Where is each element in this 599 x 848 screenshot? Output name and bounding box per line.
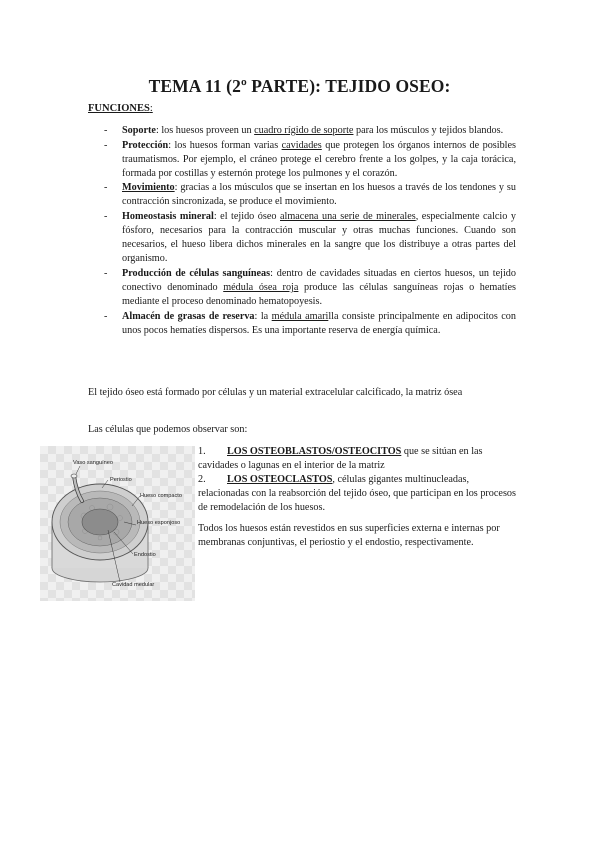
label-vaso-sanguineo: Vaso sanguíneo xyxy=(73,460,114,466)
list-bullet: - xyxy=(104,182,108,194)
item-term: Soporte xyxy=(122,125,156,136)
list-item-produccion xyxy=(88,267,516,309)
item-underlined: almacena una serie de minerales xyxy=(280,211,416,223)
item-text: : los huesos proveen un xyxy=(155,125,255,136)
funciones-heading-colon: : xyxy=(149,103,153,114)
cell-item-osteoclastos xyxy=(198,473,518,516)
paragraph-membranas: Todos los huesos están revestidos en sus superficies externa e internas por membranas conjuntivas, el periostio y el endostio, respectivamente. xyxy=(198,523,500,549)
list-bullet: - xyxy=(104,310,108,322)
item-underlined: cuadro rígido de soporte xyxy=(254,125,354,136)
item-text: : el tejido óseo xyxy=(213,211,280,223)
bone-diagram-image xyxy=(40,446,195,601)
item-text-rest: , especialmente calcio y fósforo, necesarios para la contracción muscular y otras muchas funciones. Cuando son necesarios, el hueso libera dichos minerales en la sangre que los distribuye a otras partes del organismo. xyxy=(122,211,516,265)
paragraph-celulas-intro: Las células que podemos observar son: xyxy=(88,424,248,435)
item-term: Movimiento xyxy=(122,182,175,194)
list-item-soporte xyxy=(88,124,516,138)
item-term: Homeostasis mineral xyxy=(122,211,214,223)
label-periostio: Periostio xyxy=(110,477,132,483)
item-text: : dentro de cavidades situadas en ciertos huesos, un tejido conectivo denominado xyxy=(122,267,516,294)
item-term: Almacén de grasas de reserva xyxy=(122,310,255,322)
cell-number: 2. xyxy=(198,474,206,485)
paragraph-tejido-oseo: El tejido óseo está formado por células y un material extracelular calcificado, la matriz ósea xyxy=(88,387,463,398)
list-item-proteccion xyxy=(88,139,516,181)
page-title: TEMA 11 (2º PARTE): TEJIDO OSEO: xyxy=(148,76,451,96)
list-bullet: - xyxy=(104,139,108,151)
list-item-almacen xyxy=(88,310,516,338)
cell-desc: que se sitúan en las cavidades o lagunas en el interior de la matriz xyxy=(198,446,483,472)
cell-item-osteoblastos xyxy=(198,445,518,473)
funciones-heading-text: FUNCIONES xyxy=(88,103,150,114)
cell-desc: , células gigantes multinucleadas, relacionadas con la reabsorción del tejido óseo, que participan en los procesos de remodelación de los huesos. xyxy=(198,474,516,514)
list-item-movimiento xyxy=(88,181,516,209)
label-cavidad-medular: Cavidad medular xyxy=(112,582,155,588)
item-text-rest: que protegen los órganos internos de posibles traumatismos. Por ejemplo, el cráneo protege el cerebro frente a los golpes, y la caja torácica, formada por costillas y esternón protege los pulmones y el corazón. xyxy=(122,139,517,179)
list-bullet: - xyxy=(104,211,108,223)
item-text: : la xyxy=(254,310,272,322)
item-text-rest: lla consiste principalmente en adipocitos con unos pocos hematíes dispersos. Es una importante reserva de energía química. xyxy=(122,310,516,336)
list-item-homeostasis xyxy=(88,210,516,266)
funciones-heading xyxy=(88,103,153,114)
item-text: : gracias a los músculos que se insertan en los huesos a través de los tendones y su contracción sincronizada, se produce el movimiento. xyxy=(122,182,516,208)
item-underlined: médula ósea roja xyxy=(223,282,299,294)
item-text-rest: para los músculos y tejidos blandos. xyxy=(353,125,504,136)
item-underlined: cavidades xyxy=(281,139,322,151)
item-text: : los huesos forman varias xyxy=(168,139,282,151)
label-hueso-compacto: Hueso compacto xyxy=(140,493,182,499)
cell-name: LOS OSTEOCLASTOS xyxy=(227,474,333,485)
cell-name: LOS OSTEOBLASTOS/OSTEOCITOS xyxy=(227,446,402,457)
funciones-list xyxy=(88,124,516,338)
list-bullet: - xyxy=(104,125,108,136)
label-endostio: Endostio xyxy=(134,552,156,558)
item-term: Protección xyxy=(122,139,169,151)
cell-number: 1. xyxy=(198,446,206,457)
item-text-rest: produce las células sanguíneas rojas o hematíes mediante el proceso denominado hematopoyesis. xyxy=(122,282,516,308)
item-term: Producción de células sanguíneas xyxy=(122,267,271,279)
list-bullet: - xyxy=(104,267,108,279)
label-hueso-esponjoso: Hueso esponjoso xyxy=(137,520,181,526)
item-underlined: médula amari xyxy=(271,310,329,322)
